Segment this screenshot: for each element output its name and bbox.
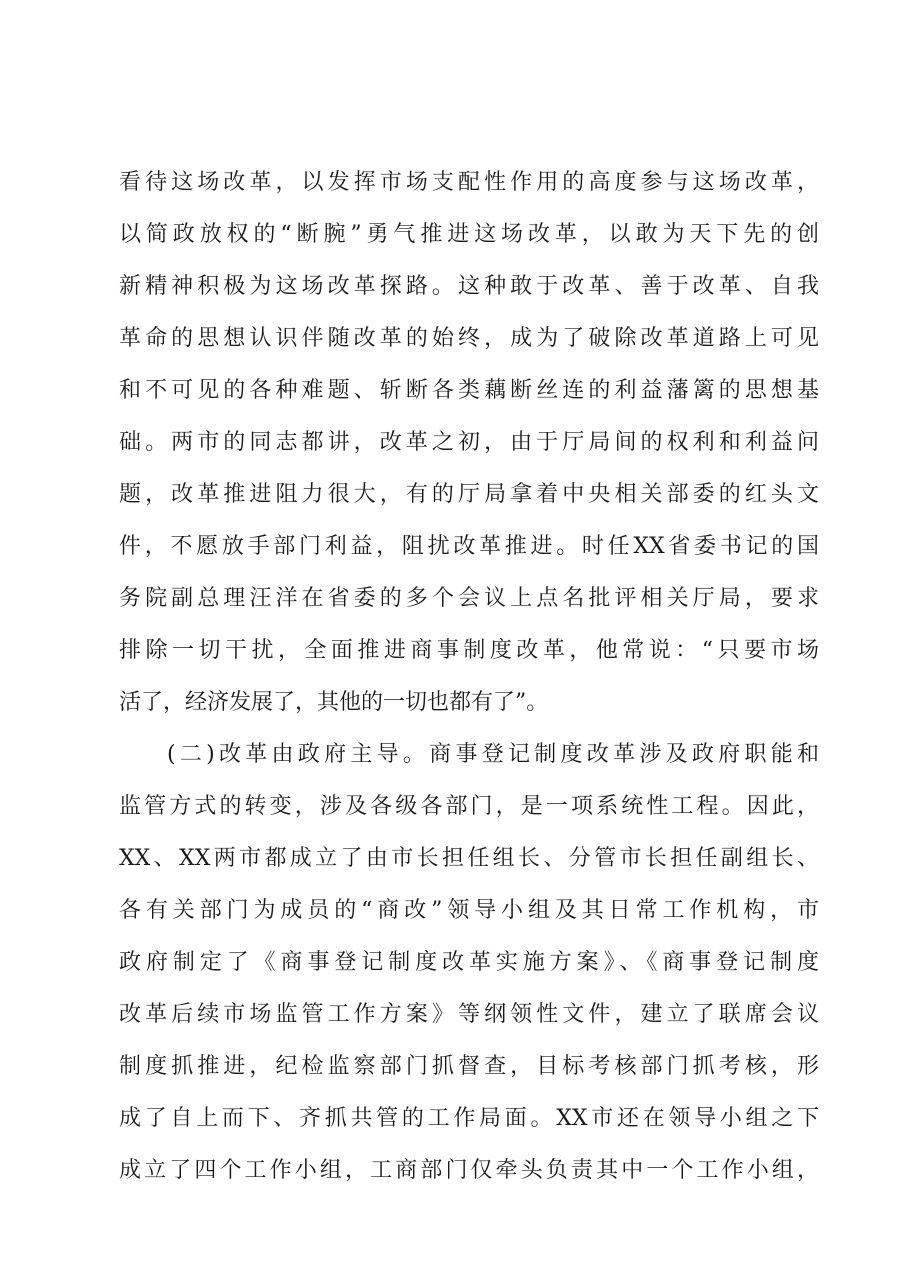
text-line: 改革后续市场监管工作方案》等纲领性文件，建立了联席会议 [119, 1002, 819, 1027]
text-line: 件，不愿放手部门利益，阻扰改革推进。时任XX省委书记的国 [119, 534, 819, 559]
text-line: 看待这场改革，以发挥市场支配性作用的高度参与这场改革， [119, 170, 819, 195]
paragraph-end-line: 活了，经济发展了，其他的一切也都有了”。 [119, 690, 549, 715]
text-line: 政府制定了《商事登记制度改革实施方案》、《商事登记制度 [119, 950, 819, 975]
text-line: 革命的思想认识伴随改革的始终，成为了破除改革道路上可见 [119, 326, 819, 351]
text-line: 和不可见的各种难题、斩断各类藕断丝连的利益藩篱的思想基 [119, 378, 819, 403]
text-line: 础。两市的同志都讲，改革之初，由于厅局间的权利和利益问 [119, 430, 819, 455]
text-line: 新精神积极为这场改革探路。这种敢于改革、善于改革、自我 [119, 274, 819, 299]
text-line: 务院副总理汪洋在省委的多个会议上点名批评相关厅局，要求 [119, 586, 819, 611]
section-heading-line: (二)改革由政府主导。商事登记制度改革涉及政府职能和 [167, 742, 819, 767]
text-line: 制度抓推进，纪检监察部门抓督查，目标考核部门抓考核，形 [119, 1054, 819, 1079]
text-line: 题，改革推进阻力很大，有的厅局拿着中央相关部委的红头文 [119, 482, 819, 507]
text-line: 各有关部门为成员的“商改”领导小组及其日常工作机构，市 [119, 898, 819, 923]
body-text [119, 157, 819, 1197]
text-line: 成立了四个工作小组，工商部门仅牵头负责其中一个工作小组， [119, 1158, 819, 1183]
text-line: 监管方式的转变，涉及各级各部门，是一项系统性工程。因此， [119, 794, 819, 819]
text-line: 成了自上而下、齐抓共管的工作局面。XX市还在领导小组之下 [119, 1106, 819, 1131]
text-line: 以简政放权的“断腕”勇气推进这场改革，以敢为天下先的创 [119, 222, 819, 247]
text-line: 排除一切干扰，全面推进商事制度改革，他常说：“只要市场 [119, 638, 819, 663]
text-line: XX、XX两市都成立了由市长担任组长、分管市长担任副组长、 [119, 846, 819, 871]
